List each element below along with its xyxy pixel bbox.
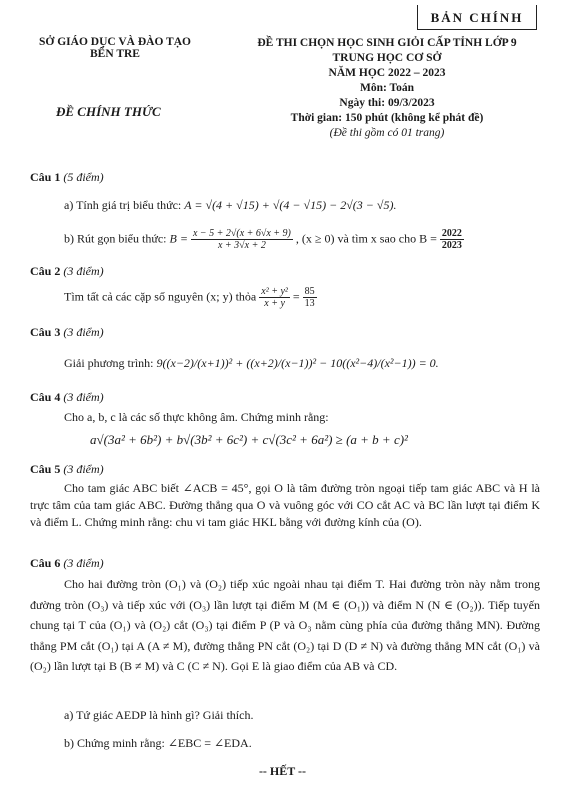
fraction-denominator: 2023: [441, 240, 462, 251]
question-5-heading: [30, 462, 104, 477]
exam-year: NĂM HỌC 2022 – 2023: [328, 67, 446, 79]
equals-sign: =: [292, 289, 300, 304]
question-points: (5 điểm): [63, 170, 104, 184]
question-4-heading: [30, 390, 104, 405]
question-1b-target-fraction: [440, 228, 464, 251]
end-marker: -- HẾT --: [258, 764, 307, 778]
question-title: Câu 2: [30, 264, 61, 278]
question-3-text: Giải phương trình:: [64, 356, 154, 370]
fraction-numerator: 2022: [441, 228, 462, 239]
fraction-numerator: 85: [304, 286, 315, 297]
question-points: (3 điểm): [63, 264, 104, 278]
fraction-denominator: x + 3√x + 2: [217, 240, 266, 251]
question-3-heading: [30, 325, 104, 340]
exam-title: ĐỀ THI CHỌN HỌC SINH GIỎI CẤP TỈNH LỚP 9: [257, 37, 517, 49]
department-province: BẾN TRE: [90, 48, 140, 60]
question-1b: [64, 228, 464, 251]
department-block: [20, 36, 210, 60]
question-points: (3 điểm): [63, 390, 104, 404]
official-label: ĐỀ CHÍNH THỨC: [56, 104, 161, 119]
fraction-denominator: x + y: [264, 298, 285, 309]
question-6b: b) Chứng minh rằng: ∠EBC = ∠EDA.: [64, 736, 252, 750]
question-1b-lhs: B =: [169, 231, 188, 246]
question-6-heading: [30, 556, 104, 571]
department-name: SỞ GIÁO DỤC VÀ ĐÀO TẠO: [39, 36, 191, 48]
question-1b-text: b) Rút gọn biểu thức:: [64, 231, 167, 246]
question-3-equation: 9((x−2)/(x+1))² + ((x+2)/(x−1))² − 10((x²−4)/(x²−1)) = 0.: [156, 356, 439, 370]
question-points: (3 điểm): [63, 325, 104, 339]
question-title: Câu 3: [30, 325, 61, 339]
question-6-text: Cho hai đường tròn (O₁) và (O₂) tiếp xúc ngoài nhau tại điểm T. Hai đường tròn này nằm trong đường tròn (O₃) và tiếp xúc với (O₃) lần lượt tại điểm M (M ∈ (O₁)) và điểm N (N ∈ (O₂)). Tiếp tuyến chung tại T của (O₁) và (O₂) cắt (O₃) tại điểm P (P và O₃ nằm cùng phía của đường thẳng MN). Đường thẳng PM cắt (O₁) tại A (A ≠ M), đường thẳng PN cắt (O₂) tại D (D ≠ N) và đường thẳng MN cắt (O₁) và (O₂) lần lượt tại B (B ≠ M) và C (C ≠ N). Gọi E là giao điểm của AB và CD.: [30, 577, 540, 673]
question-title: Câu 5: [30, 462, 61, 476]
question-title: Câu 6: [30, 556, 61, 570]
question-1a-text: a) Tính giá trị biểu thức:: [64, 198, 182, 212]
exam-level: TRUNG HỌC CƠ SỞ: [332, 52, 442, 64]
exam-date: Ngày thi: 09/3/2023: [339, 97, 435, 109]
fraction-numerator: x² + y²: [261, 286, 288, 297]
original-stamp: BẢN CHÍNH: [417, 5, 537, 30]
question-1b-condition: , (x ≥ 0) và tìm x sao cho B =: [295, 231, 437, 246]
question-1b-fraction: [191, 228, 293, 251]
question-1a-expression: A = √(4 + √15) + √(4 − √15) − 2√(3 − √5).: [184, 198, 397, 212]
question-4-text: Cho a, b, c là các số thực không âm. Chứng minh rằng:: [64, 410, 329, 424]
fraction-denominator: 13: [304, 298, 315, 309]
fraction-numerator: x − 5 + 2√(x + 6√x + 9): [192, 228, 291, 239]
question-1a: [64, 198, 396, 213]
question-2-fraction: [259, 286, 290, 309]
question-title: Câu 1: [30, 170, 61, 184]
exam-duration: Thời gian: 150 phút (không kể phát đề): [290, 112, 484, 124]
exam-subject: Môn: Toán: [359, 82, 414, 94]
question-title: Câu 4: [30, 390, 61, 404]
question-2-heading: [30, 264, 104, 279]
question-2-body: [64, 286, 317, 309]
question-6a: a) Tứ giác AEDP là hình gì? Giải thích.: [64, 708, 254, 722]
question-points: (3 điểm): [63, 556, 104, 570]
question-2-text: Tìm tất cả các cặp số nguyên (x; y) thỏa: [64, 289, 257, 304]
question-4-inequality: a√(3a² + 6b²) + b√(3b² + 6c²) + c√(3c² + 6a²) ≥ (a + b + c)²: [90, 432, 408, 447]
question-5-text: Cho tam giác ABC biết ∠ACB = 45°, gọi O là tâm đường tròn ngoại tiếp tam giác ABC và H là trực tâm của tam giác ABC. Đường thẳng qua O và vuông góc với CO cắt AC và BC lần lượt tại điểm K và điểm L. Chứng minh rằng: chu vi tam giác HKL bằng với đường kính của (O).: [30, 481, 540, 529]
question-1-heading: [30, 170, 104, 185]
exam-info-block: [222, 36, 552, 141]
question-2-target-fraction: [303, 286, 317, 309]
exam-pages-note: (Đề thi gồm có 01 trang): [329, 127, 445, 139]
question-3-body: [64, 356, 439, 371]
question-points: (3 điểm): [63, 462, 104, 476]
